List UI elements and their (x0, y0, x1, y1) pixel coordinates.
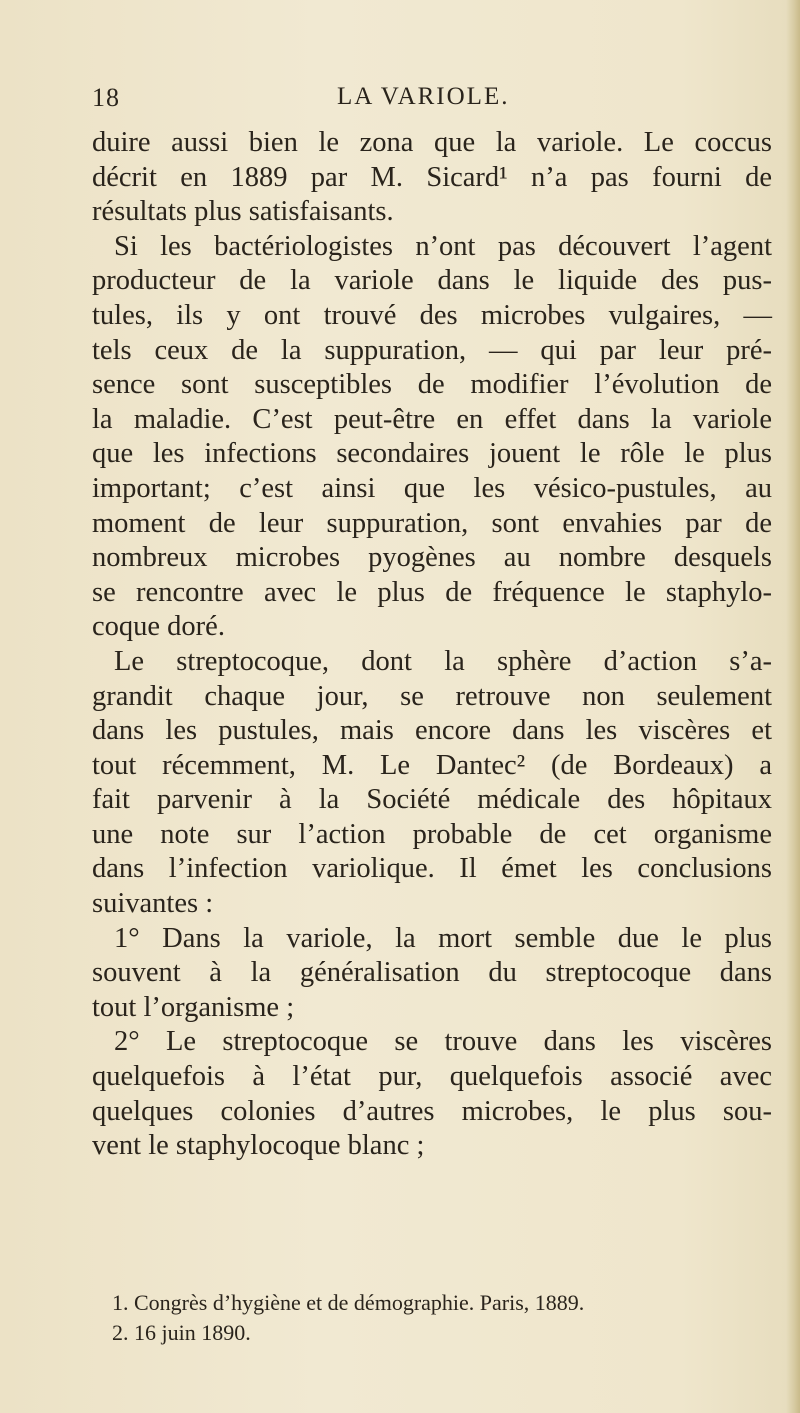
text-line: tules, ils y ont trouvé des microbes vulgaires, — (92, 299, 772, 331)
text-line: tels ceux de la suppuration, — qui par leur pré- (92, 334, 772, 366)
text-line: nombreux microbes pyogènes au nombre desquels (92, 542, 772, 574)
text-line: dans les pustules, mais encore dans les viscères et (92, 715, 772, 747)
body-text (92, 126, 772, 1164)
text-line: coque doré. (92, 611, 225, 643)
text-line: tout récemment, M. Le Dantec² (de Bordeaux) a (92, 749, 772, 781)
text-line: 1° Dans la variole, la mort semble due le plus (114, 922, 772, 954)
footnotes (112, 1288, 772, 1348)
text-line: tout l’organisme ; (92, 991, 295, 1023)
text-line: suivantes : (92, 888, 214, 920)
text-line: quelquefois à l’état pur, quelquefois associé avec (92, 1061, 772, 1093)
text-line: producteur de la variole dans le liquide des pus- (92, 265, 772, 297)
text-line: vent le staphylocoque blanc ; (92, 1130, 425, 1162)
text-line: dans l’infection variolique. Il émet les conclusions (92, 853, 772, 885)
text-line: quelques colonies d’autres microbes, le plus sou- (92, 1095, 772, 1127)
text-line: la maladie. C’est peut-être en effet dans la variole (92, 403, 772, 435)
page-header (92, 83, 772, 117)
text-line: fait parvenir à la Société médicale des hôpitaux (92, 784, 772, 816)
text-line: résultats plus satisfaisants. (92, 196, 394, 228)
text-line: 2° Le streptocoque se trouve dans les viscères (114, 1026, 772, 1058)
text-line: grandit chaque jour, se retrouve non seulement (92, 680, 772, 712)
running-head: LA VARIOLE. (337, 83, 510, 110)
text-line: Si les bactériologistes n’ont pas découvert l’agent (114, 230, 772, 262)
text-line: se rencontre avec le plus de fréquence le staphylo- (92, 576, 772, 608)
text-line: une note sur l’action probable de cet organisme (92, 818, 772, 850)
text-line: Le streptocoque, dont la sphère d’action s’a- (114, 645, 772, 677)
text-line: important; c’est ainsi que les vésico-pustules, au (92, 472, 772, 504)
text-line: sence sont susceptibles de modifier l’évolution de (92, 369, 772, 401)
footnote-1: 1. Congrès d’hygiène et de démographie. Paris, 1889. (112, 1290, 585, 1315)
text-line: duire aussi bien le zona que la variole. Le coccus (92, 127, 772, 158)
page-number: 18 (92, 83, 120, 112)
page-edge-shadow (786, 0, 800, 1413)
text-line: décrit en 1889 par M. Sicard¹ n’a pas fourni de (92, 161, 772, 193)
footnote-2: 2. 16 juin 1890. (112, 1320, 251, 1345)
text-line: souvent à la généralisation du streptocoque dans (92, 957, 772, 989)
text-line: que les infections secondaires jouent le rôle le plus (92, 438, 772, 470)
text-line: moment de leur suppuration, sont envahies par de (92, 507, 772, 539)
